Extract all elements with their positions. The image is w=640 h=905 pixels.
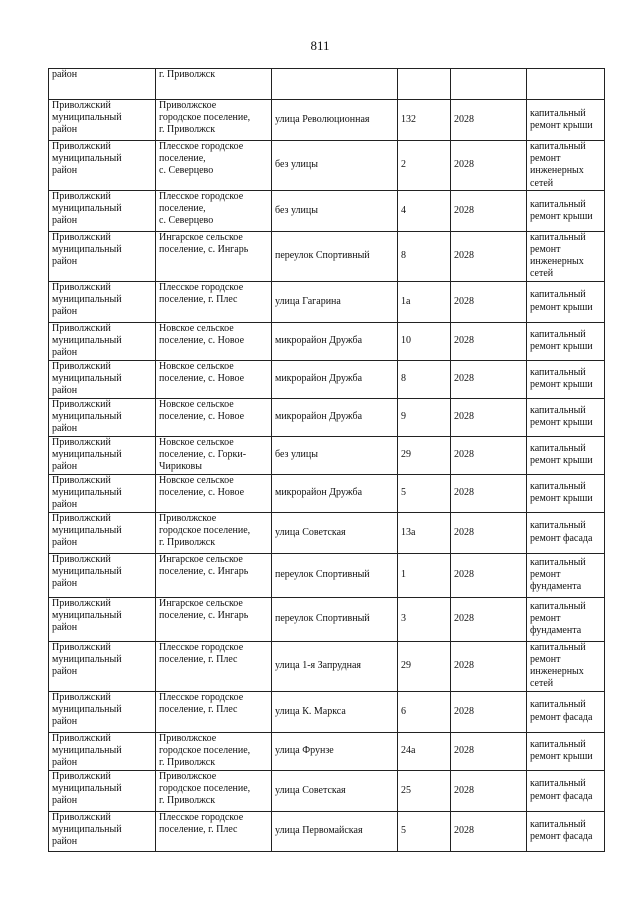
cell-district	[49, 597, 156, 641]
cell-settlement-line: городское поселение,	[159, 744, 251, 756]
cell-work-type-line: капитальный	[530, 141, 586, 152]
cell-work-type-line: ремонт	[530, 244, 561, 256]
cell-district	[49, 322, 156, 360]
cell-district-line: Приволжский	[52, 190, 111, 202]
cell-work-type-line: ремонт крыши	[530, 341, 593, 353]
cell-district	[49, 474, 156, 512]
cell-settlement-line: г. Приволжск	[159, 124, 216, 136]
cell-work-type	[527, 553, 605, 597]
cell-district-line: Приволжский	[52, 100, 111, 111]
cell-district-line: Приволжский	[52, 770, 111, 782]
cell-street: улица 1-я Запрудная	[272, 641, 398, 691]
cell-work-type-line: ремонт крыши	[530, 379, 593, 391]
cell-settlement	[156, 281, 272, 322]
cell-work-type-line: инженерных	[530, 165, 584, 177]
cell-settlement-line: Плесское городское	[159, 141, 244, 152]
cell-district-line: муниципальный	[52, 153, 122, 165]
cell-house: 2	[398, 141, 451, 191]
cell-district	[49, 436, 156, 474]
cell-work-type-line: ремонт фасада	[530, 532, 593, 544]
cell-settlement-line: Ингарское сельское	[159, 231, 243, 243]
cell-year: 2028	[451, 398, 527, 436]
cell-work-type-line: капитальный	[530, 289, 586, 301]
cell-house: 29	[398, 641, 451, 691]
cell-work-type	[527, 811, 605, 851]
cell-year: 2028	[451, 597, 527, 641]
cell-house: 3	[398, 597, 451, 641]
cell-district	[49, 553, 156, 597]
cell-district-line: муниципальный	[52, 448, 122, 460]
table-row	[49, 360, 605, 398]
cell-settlement	[156, 100, 272, 141]
cell-work-type-line: сетей	[530, 177, 554, 189]
cell-district-line: муниципальный	[52, 653, 122, 665]
cell-district	[49, 360, 156, 398]
cell-settlement-line: Ингарское сельское	[159, 553, 243, 565]
cell-street: переулок Спортивный	[272, 231, 398, 281]
cell-settlement-line: поселение, г. Плес	[159, 703, 238, 715]
cell-work-type	[527, 231, 605, 281]
cell-work-type-line: инженерных	[530, 666, 584, 678]
cell-settlement-line: Новское сельское	[159, 322, 234, 334]
cell-work-type-line: ремонт	[530, 613, 561, 625]
cell-work-type	[527, 770, 605, 811]
cell-district	[49, 641, 156, 691]
cell-work-type	[527, 732, 605, 770]
cell-district-line: район	[52, 757, 78, 769]
cell-work-type-line: сетей	[530, 678, 554, 690]
cell-settlement	[156, 811, 272, 851]
cell-work-type	[527, 190, 605, 231]
cell-settlement-line: Приволжское	[159, 100, 217, 111]
cell-district-line: муниципальный	[52, 112, 122, 124]
cell-settlement-line: поселение, с. Ингарь	[159, 565, 249, 577]
cell-district-line: район	[52, 69, 78, 80]
cell-work-type	[527, 360, 605, 398]
cell-work-type	[527, 69, 605, 100]
table-row	[49, 398, 605, 436]
cell-house: 9	[398, 398, 451, 436]
cell-work-type-line: капитальный	[530, 556, 586, 568]
cell-house: 8	[398, 231, 451, 281]
cell-street: улица Советская	[272, 770, 398, 811]
cell-settlement-line: Приволжское	[159, 770, 217, 782]
table-row	[49, 553, 605, 597]
cell-district-line: Приволжский	[52, 811, 111, 823]
cell-work-type	[527, 512, 605, 553]
cell-year: 2028	[451, 322, 527, 360]
cell-district-line: Приволжский	[52, 281, 111, 293]
cell-settlement-line: поселение, с. Новое	[159, 486, 245, 498]
cell-district-line: муниципальный	[52, 703, 122, 715]
table-row	[49, 811, 605, 851]
cell-year: 2028	[451, 360, 527, 398]
cell-settlement	[156, 770, 272, 811]
cell-district-line: муниципальный	[52, 293, 122, 305]
table-row	[49, 770, 605, 811]
cell-settlement-line: Чириковы	[159, 461, 202, 473]
cell-settlement-line: поселение, г. Плес	[159, 653, 238, 665]
cell-work-type-line: капитальный	[530, 404, 586, 416]
cell-work-type	[527, 691, 605, 732]
cell-district	[49, 691, 156, 732]
cell-house: 13а	[398, 512, 451, 553]
cell-settlement-line: поселение, с. Новое	[159, 372, 245, 384]
cell-district-line: район	[52, 347, 78, 359]
cell-work-type-line: капитальный	[530, 600, 586, 612]
cell-house: 25	[398, 770, 451, 811]
cell-work-type-line: ремонт	[530, 653, 561, 665]
cell-settlement-line: поселение, с. Ингарь	[159, 609, 249, 621]
cell-settlement	[156, 436, 272, 474]
cell-work-type	[527, 436, 605, 474]
cell-work-type-line: капитальный	[530, 699, 586, 711]
cell-settlement-line: Плесское городское	[159, 641, 244, 653]
cell-house: 10	[398, 322, 451, 360]
table-row	[49, 231, 605, 281]
cell-district-line: муниципальный	[52, 334, 122, 346]
cell-work-type-line: ремонт крыши	[530, 417, 593, 429]
cell-district-line: район	[52, 795, 78, 807]
cell-house: 8	[398, 360, 451, 398]
cell-settlement-line: поселение,	[159, 153, 206, 165]
cell-work-type-line: инженерных	[530, 256, 584, 268]
cell-district-line: Приволжский	[52, 474, 111, 486]
cell-year: 2028	[451, 281, 527, 322]
cell-settlement	[156, 360, 272, 398]
cell-settlement-line: поселение,	[159, 203, 206, 215]
cell-work-type-line: капитальный	[530, 328, 586, 340]
cell-settlement-line: Плесское городское	[159, 691, 244, 703]
cell-work-type	[527, 398, 605, 436]
table-row	[49, 691, 605, 732]
cell-district-line: муниципальный	[52, 244, 122, 256]
cell-street: улица К. Маркса	[272, 691, 398, 732]
cell-year: 2028	[451, 100, 527, 141]
cell-district-line: район	[52, 385, 78, 397]
cell-street: улица Гагарина	[272, 281, 398, 322]
repair-schedule-table	[48, 68, 605, 852]
cell-district	[49, 732, 156, 770]
cell-settlement	[156, 190, 272, 231]
cell-street: улица Революционная	[272, 100, 398, 141]
cell-district-line: Приволжский	[52, 141, 111, 152]
table-row	[49, 474, 605, 512]
cell-settlement	[156, 69, 272, 100]
cell-work-type-line: капитальный	[530, 818, 586, 830]
cell-street: без улицы	[272, 436, 398, 474]
table-row	[49, 100, 605, 141]
cell-work-type-line: ремонт крыши	[530, 493, 593, 505]
cell-district-line: район	[52, 124, 78, 136]
cell-district-line: район	[52, 461, 78, 473]
cell-work-type-line: капитальный	[530, 366, 586, 378]
cell-work-type-line: капитальный	[530, 231, 586, 243]
cell-district-line: муниципальный	[52, 565, 122, 577]
cell-year: 2028	[451, 691, 527, 732]
table-row	[49, 141, 605, 191]
cell-district-line: Приволжский	[52, 641, 111, 653]
cell-street: улица Фрунзе	[272, 732, 398, 770]
cell-district-line: Приволжский	[52, 512, 111, 524]
cell-work-type	[527, 322, 605, 360]
cell-work-type-line: ремонт крыши	[530, 751, 593, 763]
table-row	[49, 436, 605, 474]
cell-year: 2028	[451, 811, 527, 851]
cell-street: микрорайон Дружба	[272, 360, 398, 398]
cell-year: 2028	[451, 553, 527, 597]
cell-settlement-line: городское поселение,	[159, 524, 251, 536]
cell-district-line: муниципальный	[52, 410, 122, 422]
cell-settlement-line: поселение, с. Горки-	[159, 448, 247, 460]
cell-district-line: Приволжский	[52, 732, 111, 744]
cell-settlement-line: Приволжское	[159, 512, 217, 524]
table-row	[49, 512, 605, 553]
cell-work-type	[527, 597, 605, 641]
cell-district-line: Приволжский	[52, 360, 111, 372]
table-row	[49, 281, 605, 322]
cell-work-type-line: ремонт крыши	[530, 210, 593, 222]
cell-house: 132	[398, 100, 451, 141]
cell-house: 24а	[398, 732, 451, 770]
cell-year: 2028	[451, 474, 527, 512]
cell-house	[398, 69, 451, 100]
cell-settlement-line: поселение, г. Плес	[159, 823, 238, 835]
cell-work-type-line: капитальный	[530, 442, 586, 454]
cell-work-type-line: капитальный	[530, 520, 586, 532]
cell-work-type-line: фундамента	[530, 625, 582, 637]
cell-settlement	[156, 641, 272, 691]
table-row	[49, 597, 605, 641]
cell-street: переулок Спортивный	[272, 553, 398, 597]
cell-settlement	[156, 732, 272, 770]
cell-settlement-line: поселение, с. Новое	[159, 410, 245, 422]
cell-year: 2028	[451, 436, 527, 474]
cell-district	[49, 69, 156, 100]
page-number: 811	[310, 38, 330, 53]
cell-district-line: муниципальный	[52, 372, 122, 384]
cell-work-type-line: ремонт крыши	[530, 455, 593, 467]
cell-settlement-line: с. Северцево	[159, 215, 214, 227]
cell-house: 1	[398, 553, 451, 597]
cell-year: 2028	[451, 512, 527, 553]
cell-district-line: Приволжский	[52, 597, 111, 609]
cell-settlement-line: Ингарское сельское	[159, 597, 243, 609]
cell-district-line: муниципальный	[52, 782, 122, 794]
cell-work-type-line: ремонт фасада	[530, 790, 593, 802]
cell-district-line: район	[52, 256, 78, 268]
cell-district-line: район	[52, 716, 78, 728]
cell-street: улица Первомайская	[272, 811, 398, 851]
cell-district-line: Приволжский	[52, 691, 111, 703]
cell-work-type	[527, 100, 605, 141]
cell-district	[49, 281, 156, 322]
cell-settlement-line: поселение, с. Ингарь	[159, 244, 249, 256]
cell-settlement-line: Новское сельское	[159, 436, 234, 448]
cell-settlement-line: Плесское городское	[159, 190, 244, 202]
cell-work-type-line: капитальный	[530, 641, 586, 653]
cell-settlement-line: г. Приволжск	[159, 69, 216, 80]
cell-district	[49, 811, 156, 851]
cell-street: без улицы	[272, 141, 398, 191]
cell-district-line: Приволжский	[52, 231, 111, 243]
cell-district-line: Приволжский	[52, 553, 111, 565]
cell-district-line: муниципальный	[52, 823, 122, 835]
cell-street: переулок Спортивный	[272, 597, 398, 641]
cell-settlement-line: г. Приволжск	[159, 757, 216, 769]
cell-district	[49, 100, 156, 141]
cell-district-line: муниципальный	[52, 203, 122, 215]
cell-settlement-line: г. Приволжск	[159, 537, 216, 549]
cell-district-line: Приволжский	[52, 436, 111, 448]
cell-district-line: район	[52, 836, 78, 848]
cell-house: 5	[398, 474, 451, 512]
cell-settlement-line: Приволжское	[159, 732, 217, 744]
cell-work-type	[527, 141, 605, 191]
cell-district-line: муниципальный	[52, 486, 122, 498]
cell-settlement-line: поселение, г. Плес	[159, 293, 238, 305]
cell-district-line: район	[52, 306, 78, 318]
cell-district	[49, 190, 156, 231]
cell-settlement	[156, 597, 272, 641]
cell-settlement-line: с. Северцево	[159, 165, 214, 177]
cell-year	[451, 69, 527, 100]
cell-settlement-line: Новское сельское	[159, 398, 234, 410]
cell-house: 5	[398, 811, 451, 851]
cell-year: 2028	[451, 141, 527, 191]
cell-work-type-line: ремонт фасада	[530, 711, 593, 723]
cell-street: микрорайон Дружба	[272, 398, 398, 436]
cell-settlement	[156, 322, 272, 360]
cell-settlement	[156, 398, 272, 436]
cell-work-type-line: капитальный	[530, 480, 586, 492]
cell-district-line: район	[52, 423, 78, 435]
cell-work-type	[527, 281, 605, 322]
cell-district-line: район	[52, 537, 78, 549]
cell-district-line: муниципальный	[52, 744, 122, 756]
cell-settlement-line: Плесское городское	[159, 811, 244, 823]
cell-work-type-line: капитальный	[530, 198, 586, 210]
cell-street: без улицы	[272, 190, 398, 231]
cell-district-line: Приволжский	[52, 398, 111, 410]
cell-work-type-line: капитальный	[530, 738, 586, 750]
cell-district-line: муниципальный	[52, 609, 122, 621]
cell-settlement	[156, 141, 272, 191]
table-row	[49, 69, 605, 100]
table-row	[49, 322, 605, 360]
cell-district-line: муниципальный	[52, 524, 122, 536]
table-row	[49, 641, 605, 691]
cell-work-type-line: ремонт фасада	[530, 831, 593, 843]
cell-settlement	[156, 691, 272, 732]
cell-settlement	[156, 474, 272, 512]
cell-work-type-line: капитальный	[530, 107, 586, 119]
cell-work-type-line: ремонт	[530, 569, 561, 581]
cell-district	[49, 770, 156, 811]
table-row	[49, 732, 605, 770]
cell-settlement-line: городское поселение,	[159, 782, 251, 794]
cell-settlement-line: Плесское городское	[159, 281, 244, 293]
cell-district-line: район	[52, 578, 78, 590]
cell-year: 2028	[451, 190, 527, 231]
cell-work-type	[527, 641, 605, 691]
cell-district	[49, 231, 156, 281]
cell-work-type-line: фундамента	[530, 581, 582, 593]
cell-street: микрорайон Дружба	[272, 322, 398, 360]
cell-year: 2028	[451, 231, 527, 281]
table-row	[49, 190, 605, 231]
cell-work-type	[527, 474, 605, 512]
cell-district	[49, 398, 156, 436]
cell-house: 6	[398, 691, 451, 732]
cell-settlement-line: г. Приволжск	[159, 795, 216, 807]
cell-district-line: район	[52, 165, 78, 177]
cell-house: 1а	[398, 281, 451, 322]
cell-house: 29	[398, 436, 451, 474]
cell-district-line: район	[52, 622, 78, 634]
cell-year: 2028	[451, 770, 527, 811]
cell-settlement	[156, 553, 272, 597]
cell-work-type-line: ремонт крыши	[530, 301, 593, 313]
cell-street: микрорайон Дружба	[272, 474, 398, 512]
cell-street	[272, 69, 398, 100]
cell-settlement-line: Новское сельское	[159, 474, 234, 486]
cell-district-line: район	[52, 499, 78, 511]
cell-settlement-line: городское поселение,	[159, 112, 251, 124]
cell-work-type-line: сетей	[530, 268, 554, 280]
cell-district	[49, 512, 156, 553]
cell-street: улица Советская	[272, 512, 398, 553]
cell-district	[49, 141, 156, 191]
cell-work-type-line: ремонт крыши	[530, 120, 593, 131]
cell-district-line: район	[52, 215, 78, 227]
cell-settlement	[156, 512, 272, 553]
cell-year: 2028	[451, 641, 527, 691]
cell-work-type-line: ремонт	[530, 153, 561, 165]
cell-year: 2028	[451, 732, 527, 770]
cell-house: 4	[398, 190, 451, 231]
cell-settlement-line: поселение, с. Новое	[159, 334, 245, 346]
cell-settlement	[156, 231, 272, 281]
cell-district-line: район	[52, 666, 78, 678]
cell-district-line: Приволжский	[52, 322, 111, 334]
cell-settlement-line: Новское сельское	[159, 360, 234, 372]
cell-work-type-line: капитальный	[530, 778, 586, 790]
